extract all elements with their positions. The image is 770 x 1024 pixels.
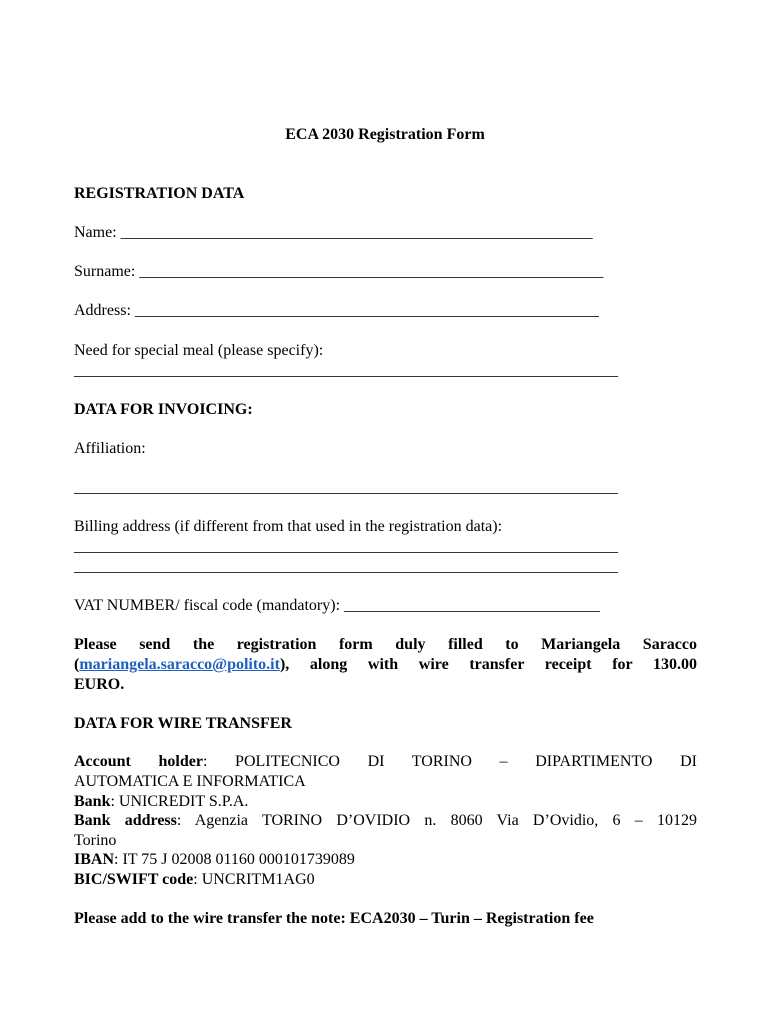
- vat-field[interactable]: VAT NUMBER/ fiscal code (mandatory): ________________________________: [74, 597, 601, 614]
- invoicing-heading: DATA FOR INVOICING:: [74, 401, 253, 418]
- bank-address-line-1: [74, 811, 697, 831]
- special-meal-label: Need for special meal (please specify):: [74, 342, 324, 359]
- instructions-line-2-rest: ), along with wire transfer receipt for 130.00: [279, 656, 697, 673]
- instructions-line-2: [74, 655, 697, 675]
- open-paren: (: [74, 656, 80, 673]
- special-meal-field[interactable]: ____________________________________________________________________: [74, 362, 618, 379]
- bank-address-line-2: Torino: [74, 832, 117, 849]
- iban-value: : IT 75 J 02008 01160 000101739089: [114, 851, 355, 868]
- bic-line: [74, 870, 315, 890]
- bank-line: [74, 792, 248, 812]
- wire-note: Please add to the wire transfer the note: ECA2030 – Turin – Registration fee: [74, 910, 594, 927]
- account-holder-value: : POLITECNICO DI TORINO – DIPARTIMENTO DI: [202, 753, 697, 770]
- billing-address-field-1[interactable]: ____________________________________________________________________: [74, 538, 618, 555]
- surname-field[interactable]: Surname: __________________________________________________________: [74, 263, 604, 280]
- account-holder-line-2: AUTOMATICA E INFORMATICA: [74, 773, 306, 790]
- affiliation-label: Affiliation:: [74, 440, 146, 457]
- bic-value: : UNCRITM1AG0: [193, 871, 315, 888]
- bank-address-label: Bank address: [74, 812, 177, 829]
- account-holder-label: Account holder: [74, 753, 203, 770]
- instructions-line-1: Please send the registration form duly filled to Mariangela Saracco: [74, 636, 697, 653]
- email-link[interactable]: mariangela.saracco@polito.it: [79, 656, 280, 673]
- bank-address-value: : Agenzia TORINO D’OVIDIO n. 8060 Via D’Ovidio, 6 – 10129: [176, 812, 697, 829]
- bank-value: : UNICREDIT S.P.A.: [110, 793, 249, 810]
- name-field[interactable]: Name: ___________________________________________________________: [74, 224, 593, 241]
- address-field[interactable]: Address: __________________________________________________________: [74, 302, 599, 319]
- iban-line: [74, 850, 355, 870]
- billing-address-field-2[interactable]: ____________________________________________________________________: [74, 558, 618, 575]
- bank-label: Bank: [74, 793, 111, 810]
- billing-address-label: Billing address (if different from that used in the registration data):: [74, 518, 503, 535]
- registration-heading: REGISTRATION DATA: [74, 185, 245, 202]
- bic-label: BIC/SWIFT code: [74, 871, 194, 888]
- iban-label: IBAN: [74, 851, 115, 868]
- affiliation-field[interactable]: ____________________________________________________________________: [74, 479, 618, 496]
- instructions-line-3: EURO.: [74, 676, 125, 693]
- account-holder-line-1: [74, 752, 697, 772]
- wire-heading: DATA FOR WIRE TRANSFER: [74, 715, 292, 732]
- page-title: ECA 2030 Registration Form: [285, 126, 485, 143]
